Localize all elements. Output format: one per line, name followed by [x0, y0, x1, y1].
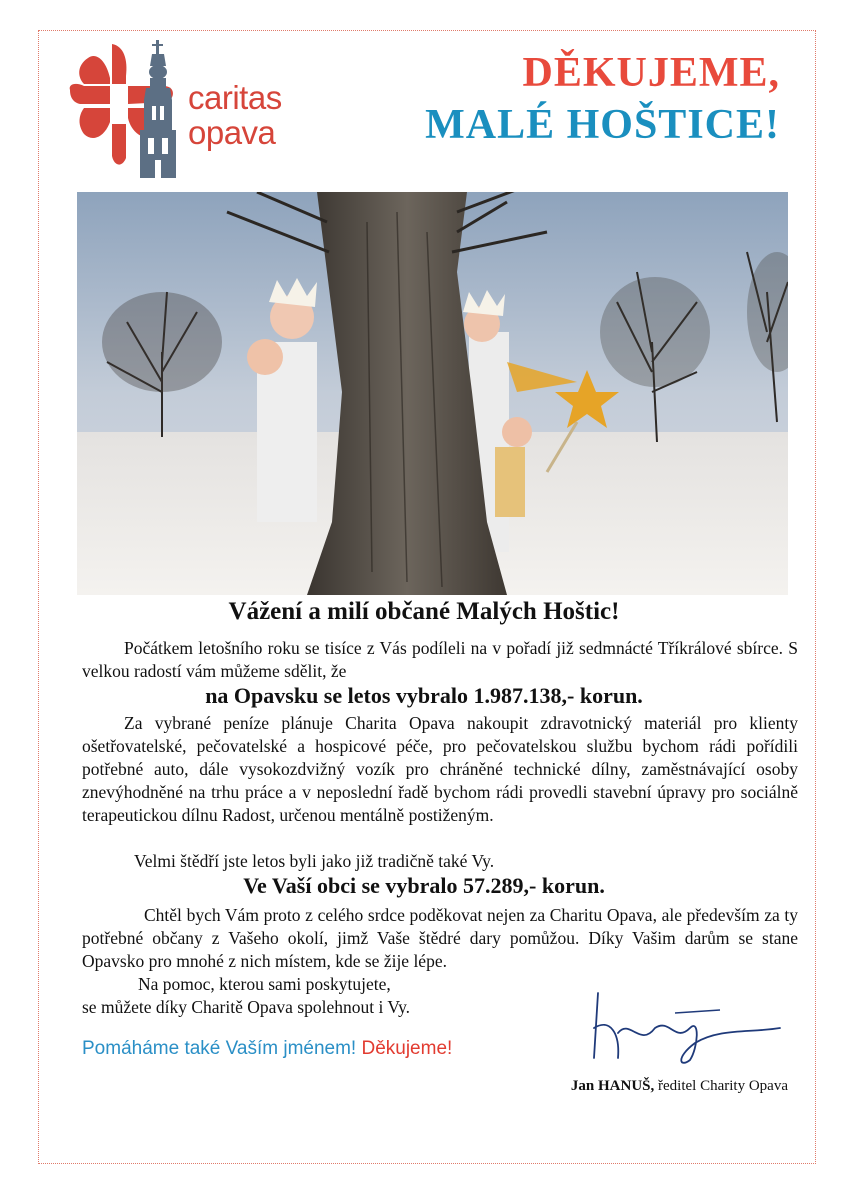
handwritten-signature — [580, 988, 790, 1073]
paragraph-1: Počátkem letošního roku se tisíce z Vás podíleli na v pořadí již sedmnácté Tříkrálové sbírce. S velkou radostí vám můžeme sdělit, že — [82, 638, 798, 681]
paragraph-2: Za vybrané peníze plánuje Charita Opava nakoupit zdravotnický materiál pro klienty ošetřovatelské, pečovatelské a hospicové péče, pro pečovatelskou službu bychom rádi pořídili potřebné auto, dále vysokozdvižný vozík pro chráněné technické dílny, zaměstnávající osoby znevýhodněné na trhu práce a v neposlední řadě bychom rádi provedli stavební úpravy pro sociálně terapeutickou dílnu Radost, určenou mentálně postiženým. — [82, 713, 798, 825]
headline-line-1: DĚKUJEME, — [522, 50, 780, 96]
slogan-blue: Pomáháme také Vaším jménem! — [82, 1038, 357, 1059]
highlight-total-region: na Opavsku se letos vybralo 1.987.138,- korun. — [205, 683, 643, 708]
highlight-total-municipality: Ve Vaší obci se vybralo 57.289,- korun. — [243, 873, 605, 898]
logo-line-opava: opava — [188, 114, 276, 151]
caritas-logo — [66, 38, 316, 183]
headline-line-2: MALÉ HOŠTICE! — [425, 102, 780, 148]
paragraph-4: Chtěl bych Vám proto z celého srdce poděkovat nejen za Charitu Opava, ale především za ty potřebné občany z Vašeho okolí, jimž Vaše štědré dary pomůžou. Díky Vašim darům se stane Opavsko pro mnohé z nich místem, kde se žije lépe. — [82, 905, 798, 971]
slogan — [82, 1038, 452, 1060]
logo-line-caritas: caritas — [188, 79, 282, 116]
signer-name: Jan HANUŠ, — [570, 1078, 655, 1094]
slogan-red: Děkujeme! — [361, 1038, 453, 1059]
paragraph-5: Na pomoc, kterou sami poskytujete, — [138, 974, 391, 994]
paragraph-3: Velmi štědří jste letos byli jako již tradičně také Vy. — [134, 851, 495, 871]
signer-title: ředitel Charity Opava — [658, 1078, 788, 1094]
paragraph-6: se můžete díky Charitě Opava spolehnout i Vy. — [82, 997, 411, 1017]
signer — [571, 1078, 788, 1095]
headline — [425, 48, 780, 152]
caritas-cross-icon — [66, 38, 191, 183]
letter-greeting: Vážení a milí občané Malých Hoštic! — [228, 598, 620, 625]
carolers-photo — [77, 192, 788, 595]
